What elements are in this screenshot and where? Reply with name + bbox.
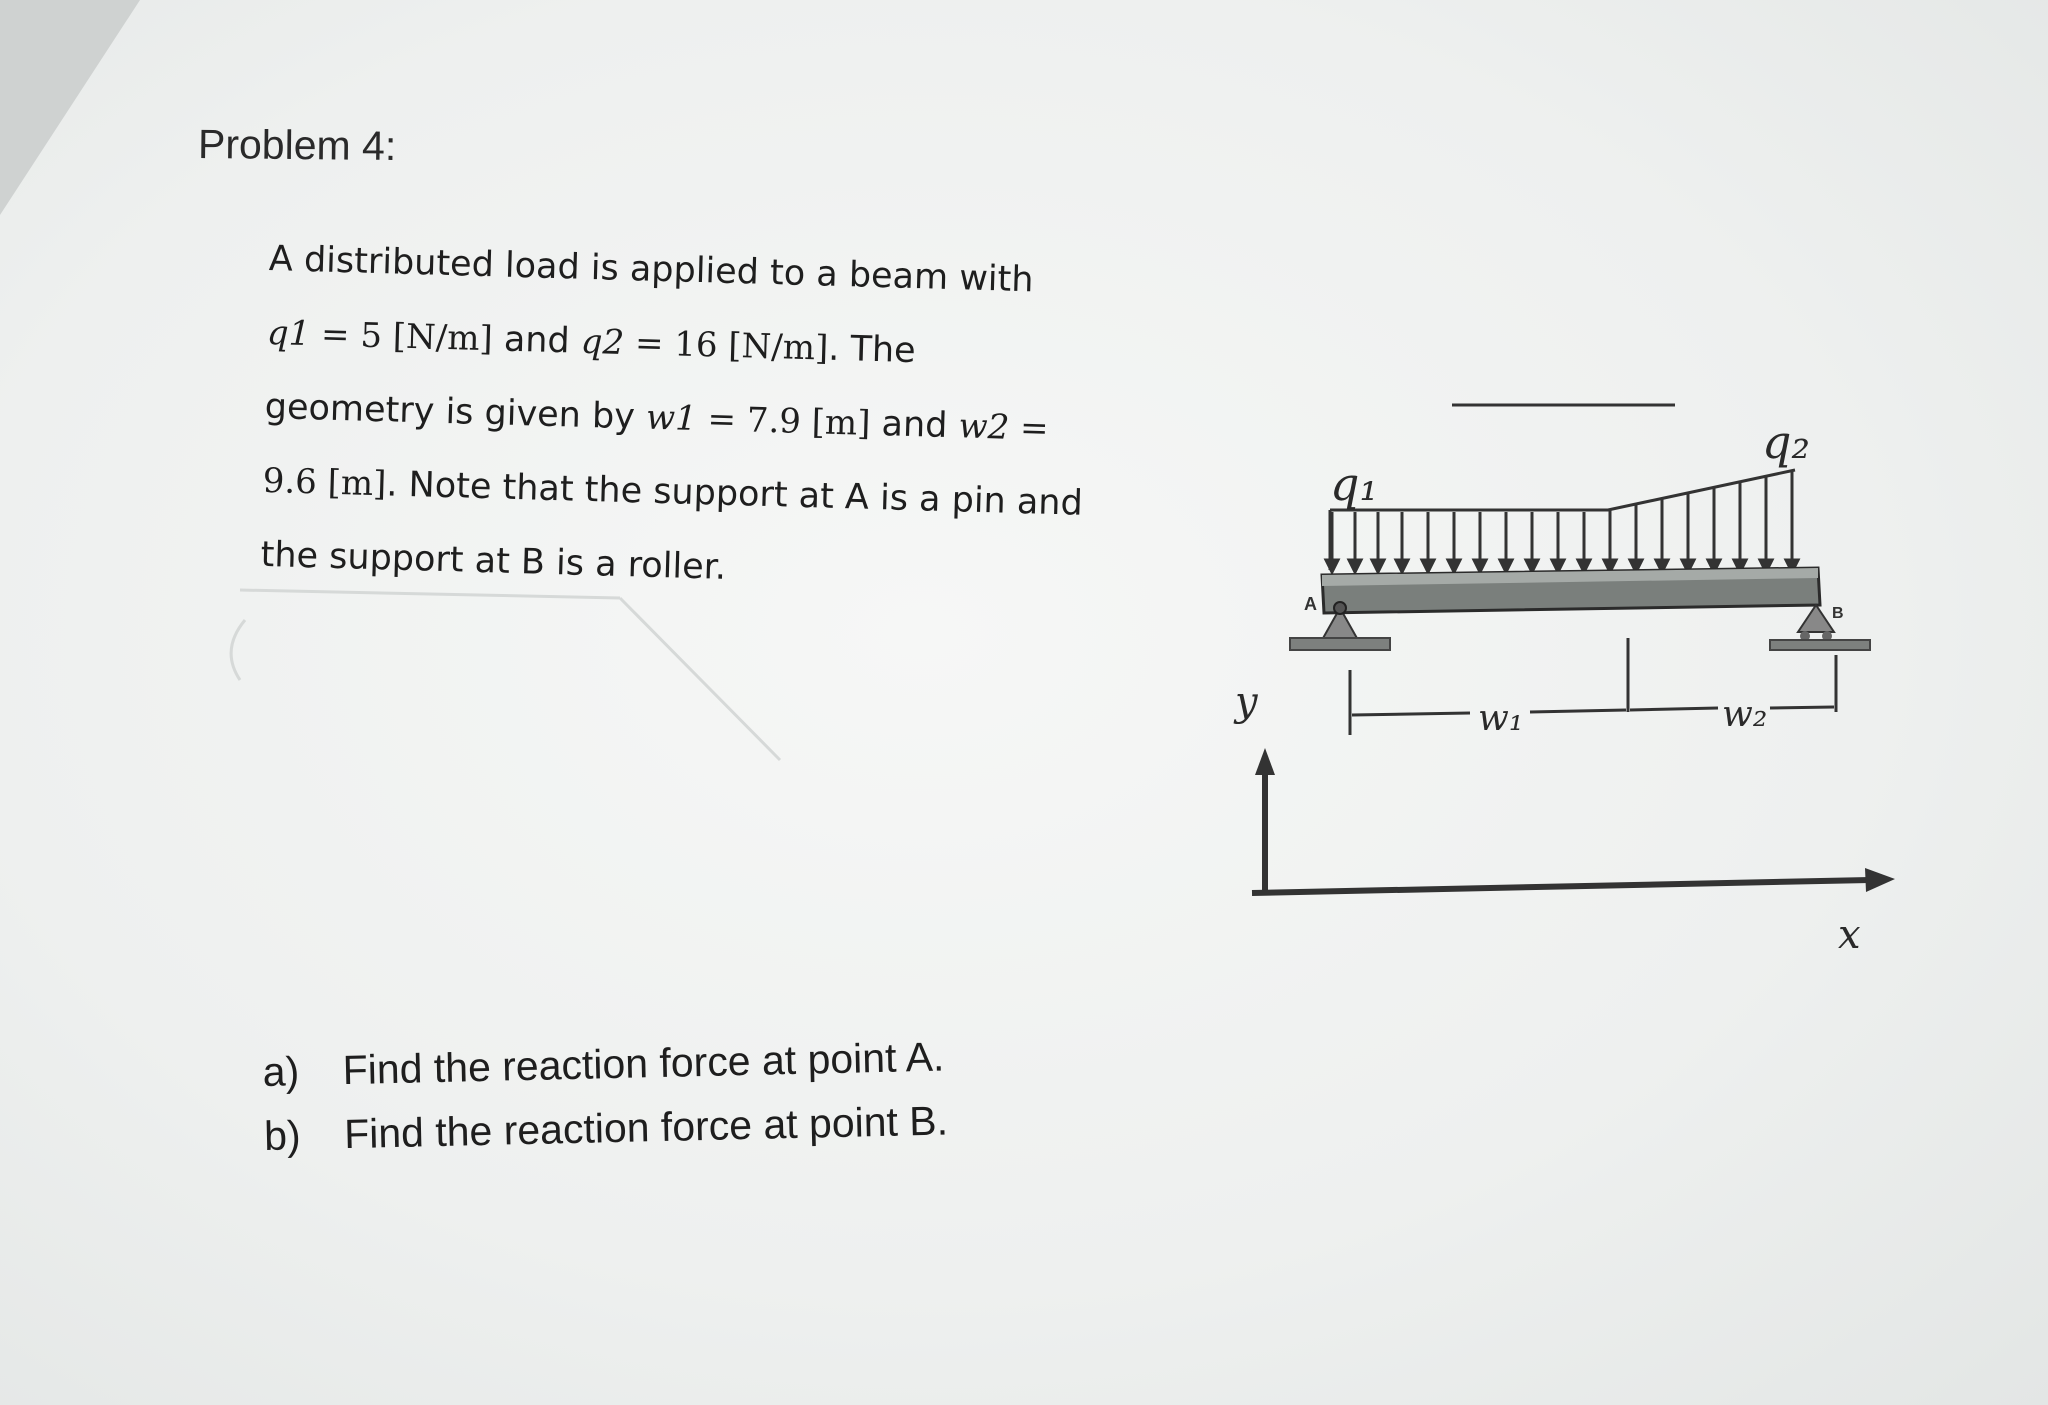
question-list bbox=[262, 1024, 949, 1167]
the-text: . The bbox=[827, 328, 917, 372]
roller-support-b bbox=[1770, 605, 1870, 650]
support-b-label: B bbox=[1832, 605, 1844, 622]
q2-symbol: q2 bbox=[580, 321, 625, 363]
q2-value: = 16 [N/m] bbox=[623, 322, 829, 369]
x-axis bbox=[1252, 880, 1870, 893]
x-axis-arrowhead bbox=[1865, 868, 1895, 892]
statement-line-1: A distributed load is applied to a beam with bbox=[268, 238, 1035, 301]
load-profile-line bbox=[1330, 470, 1795, 510]
support-note: . Note that the support at A is a pin and bbox=[385, 464, 1084, 524]
w2-label: w₂ bbox=[1722, 694, 1768, 735]
geometry-text: geometry is given by bbox=[264, 386, 647, 438]
statement-line-5: the support at B is a roller. bbox=[260, 534, 727, 588]
q1-value: = 5 [N/m] bbox=[309, 314, 494, 360]
question-b-label: b) bbox=[263, 1112, 302, 1159]
support-a-label: A bbox=[1304, 594, 1317, 614]
question-a-text: Find the reaction force at point A. bbox=[342, 1033, 945, 1094]
w2-symbol: w2 bbox=[958, 406, 1010, 448]
w1-value: = 7.9 [m] bbox=[696, 399, 872, 444]
and-text-2: and bbox=[869, 403, 960, 447]
question-b-text: Find the reaction force at point B. bbox=[343, 1097, 949, 1158]
x-axis-label: x bbox=[1838, 912, 1861, 958]
w2-equals: = bbox=[1008, 407, 1050, 449]
w2-value: 9.6 [m] bbox=[262, 460, 387, 505]
coordinate-axes bbox=[1252, 748, 1895, 895]
q2-label: q₂ bbox=[1762, 415, 1810, 469]
and-text: and bbox=[492, 319, 582, 362]
question-a-label: a) bbox=[262, 1048, 300, 1095]
w1-symbol: w1 bbox=[645, 397, 698, 439]
y-axis-label: y bbox=[1235, 679, 1258, 725]
q1-label: q₁ bbox=[1330, 457, 1378, 511]
problem-heading: Problem 4: bbox=[197, 120, 397, 170]
q1-symbol: q1 bbox=[266, 312, 311, 355]
y-axis-arrowhead bbox=[1255, 748, 1275, 775]
w1-label: w₁ bbox=[1478, 698, 1524, 739]
bleed-through-marks bbox=[231, 590, 780, 760]
